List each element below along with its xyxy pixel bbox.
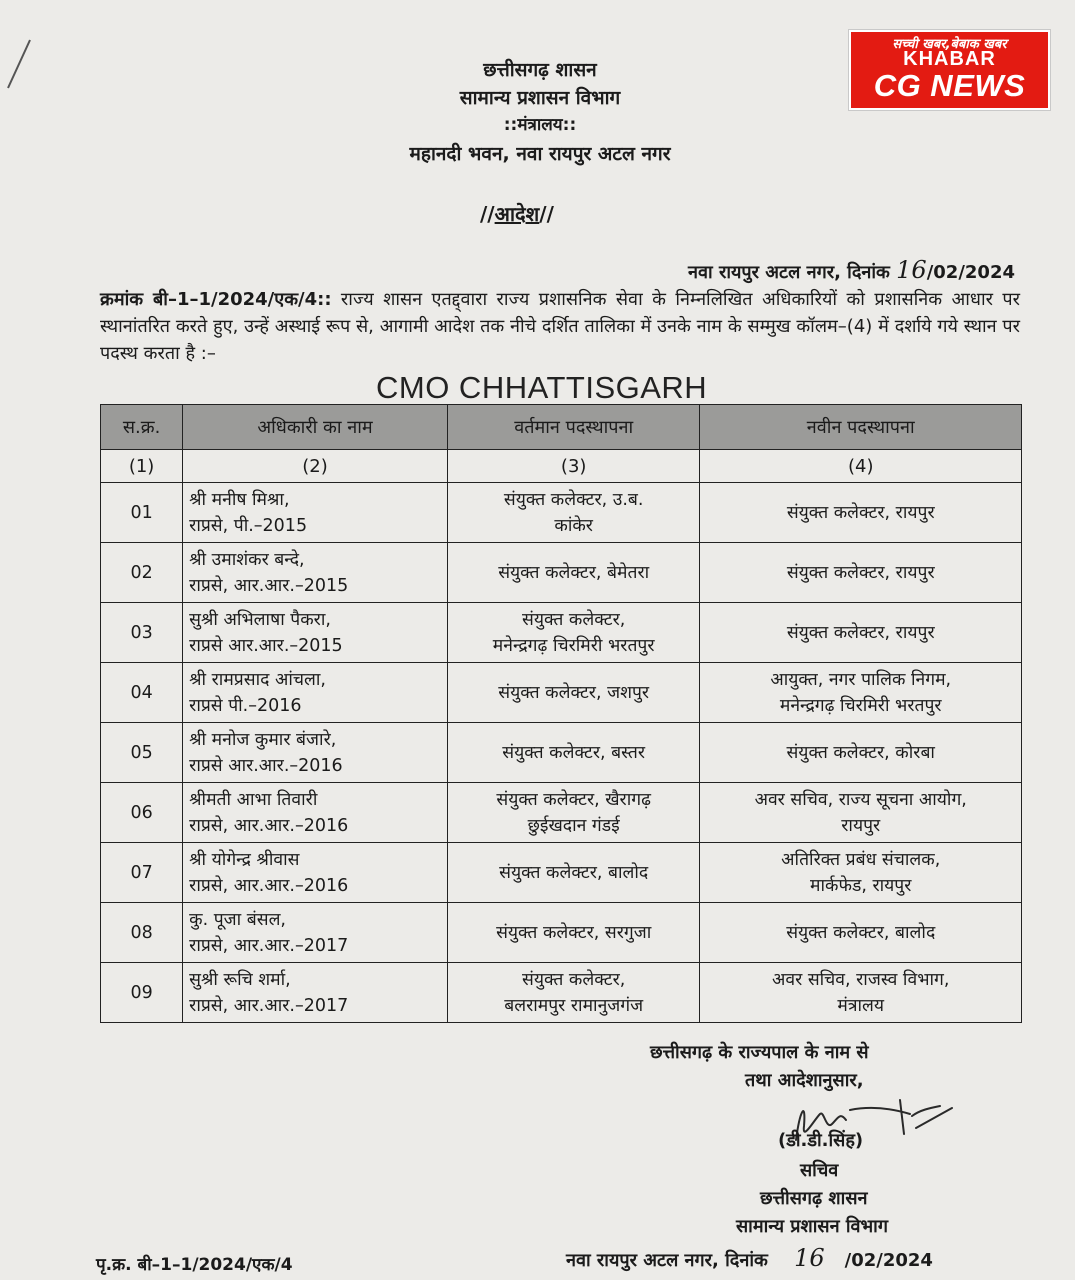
current-posting-cell-line: संयुक्त कलेक्टर, बेमेतरा bbox=[498, 562, 650, 583]
header-current-posting: वर्तमान पदस्थापना bbox=[447, 405, 700, 450]
current-posting-cell-line: संयुक्त कलेक्टर, बस्तर bbox=[502, 742, 646, 763]
new-posting-cell-line: संयुक्त कलेक्टर, रायपुर bbox=[786, 622, 935, 643]
officer-name-cell-line: राप्रसे पी.–2016 bbox=[189, 695, 302, 716]
new-posting-cell-line: संयुक्त कलेक्टर, रायपुर bbox=[786, 502, 935, 523]
serial-number-cell-line: 06 bbox=[130, 802, 153, 823]
new-posting-cell bbox=[700, 783, 1022, 843]
officer-name-cell bbox=[183, 963, 448, 1023]
pen-mark bbox=[0, 36, 40, 96]
current-posting-cell bbox=[447, 843, 700, 903]
header-officer-name: अधिकारी का नाम bbox=[183, 405, 448, 450]
current-posting-cell bbox=[447, 543, 700, 603]
column-number: (1) bbox=[101, 450, 183, 483]
serial-number-cell bbox=[101, 903, 183, 963]
logo-name-bottom: CG NEWS bbox=[873, 68, 1026, 103]
serial-number-cell-line: 02 bbox=[130, 562, 153, 583]
signatory-org2: सामान्य प्रशासन विभाग bbox=[736, 1216, 888, 1237]
order-title bbox=[480, 200, 554, 227]
signatory-org1: छत्तीसगढ़ शासन bbox=[760, 1188, 868, 1209]
new-posting-cell-line: संयुक्त कलेक्टर, कोरबा bbox=[786, 742, 935, 763]
officer-name-cell bbox=[183, 543, 448, 603]
current-posting-cell-line: संयुक्त कलेक्टर, bbox=[522, 609, 626, 630]
officer-name-cell bbox=[183, 483, 448, 543]
serial-number-cell-line: 07 bbox=[130, 862, 153, 883]
current-posting-cell-line: संयुक्त कलेक्टर, खैरागढ़ bbox=[496, 789, 651, 810]
new-posting-cell-line: संयुक्त कलेक्टर, रायपुर bbox=[786, 562, 935, 583]
new-posting-cell bbox=[700, 543, 1022, 603]
footer-date-day-handwritten: 16 bbox=[794, 1244, 825, 1272]
header-department: सामान्य प्रशासन विभाग bbox=[459, 87, 621, 109]
serial-number-cell bbox=[101, 543, 183, 603]
table-row bbox=[101, 843, 1022, 903]
signatory-designation: सचिव bbox=[800, 1160, 839, 1181]
table-row bbox=[101, 543, 1022, 603]
serial-number-cell bbox=[101, 603, 183, 663]
new-posting-cell-line: मनेन्द्रगढ़ चिरमिरी भरतपुर bbox=[779, 695, 942, 716]
header-government: छत्तीसगढ़ शासन bbox=[483, 59, 597, 81]
current-posting-cell-line: संयुक्त कलेक्टर, जशपुर bbox=[498, 682, 650, 703]
current-posting-cell-line: कांकेर bbox=[554, 515, 593, 536]
table-header-row bbox=[101, 405, 1022, 450]
officer-name-cell-line: राप्रसे, आर.आर.–2017 bbox=[189, 935, 349, 956]
officer-name-cell-line: श्री योगेन्द्र श्रीवास bbox=[189, 849, 300, 870]
new-posting-cell-line: रायपुर bbox=[841, 815, 881, 836]
officer-name-cell-line: राप्रसे आर.आर.–2016 bbox=[189, 755, 343, 776]
serial-number-cell bbox=[101, 663, 183, 723]
officer-name-cell-line: कु. पूजा बंसल, bbox=[189, 909, 286, 930]
officer-name-cell-line: सुश्री अभिलाषा पैकरा, bbox=[189, 609, 331, 630]
new-posting-cell bbox=[700, 963, 1022, 1023]
officer-name-cell-line: राप्रसे, आर.आर.–2016 bbox=[189, 815, 349, 836]
table-row bbox=[101, 483, 1022, 543]
order-body: राज्य शासन एतद्द्वारा राज्य प्रशासनिक सेवा के निम्नलिखित अधिकारियों को प्रशासनिक आधार पर स्थानांतरित करते हुए, उन्हें अस्थाई रूप से, आगामी आदेश तक नीचे दर्शित तालिका में उनके नाम के सम्मुख कॉलम–(4) में दर्शाये गये स्थान पर पदस्थ करता है :– bbox=[100, 289, 1020, 364]
signatory-name: (डी.डी.सिंह) bbox=[778, 1130, 864, 1151]
serial-number-cell bbox=[101, 783, 183, 843]
header-address: महानदी भवन, नवा रायपुर अटल नगर bbox=[409, 143, 671, 165]
serial-number-cell bbox=[101, 843, 183, 903]
transfer-table bbox=[100, 404, 1022, 1023]
officer-name-cell-line: राप्रसे, पी.–2015 bbox=[189, 515, 308, 536]
header-serial: स.क्र. bbox=[101, 405, 183, 450]
serial-number-cell-line: 01 bbox=[130, 502, 153, 523]
column-number-row bbox=[101, 450, 1022, 483]
footer-date bbox=[566, 1244, 933, 1272]
order-line: तथा आदेशानुसार, bbox=[745, 1070, 864, 1091]
logo-tagline: सच्ची खबर,बेबाक खबर bbox=[892, 37, 1007, 52]
officer-name-cell bbox=[183, 843, 448, 903]
current-posting-cell bbox=[447, 483, 700, 543]
new-posting-cell bbox=[700, 723, 1022, 783]
current-posting-cell bbox=[447, 903, 700, 963]
current-posting-cell-line: संयुक्त कलेक्टर, bbox=[522, 969, 626, 990]
title-suffix: // bbox=[539, 202, 554, 226]
governor-line: छत्तीसगढ़ के राज्यपाल के नाम से bbox=[650, 1042, 869, 1063]
order-paragraph bbox=[100, 286, 1020, 367]
date-label: नवा रायपुर अटल नगर, दिनांक bbox=[688, 262, 890, 283]
officer-name-cell-line: श्री मनोज कुमार बंजारे, bbox=[189, 729, 337, 750]
serial-number-cell-line: 09 bbox=[130, 982, 153, 1003]
current-posting-cell-line: संयुक्त कलेक्टर, उ.ब. bbox=[503, 489, 644, 510]
news-logo bbox=[849, 30, 1050, 110]
serial-number-cell bbox=[101, 723, 183, 783]
watermark: CMO CHHATTISGARH bbox=[376, 370, 708, 405]
column-number: (4) bbox=[700, 450, 1022, 483]
footer-reference: पृ.क्र. बी–1–1/2024/एक/4 bbox=[96, 1255, 293, 1275]
date-rest: /02/2024 bbox=[926, 262, 1015, 283]
officer-name-cell bbox=[183, 903, 448, 963]
order-reference: क्रमांक बी–1–1/2024/एक/4:: bbox=[100, 289, 332, 310]
header-ministry: ::मंत्रालय:: bbox=[503, 115, 577, 135]
column-number: (3) bbox=[447, 450, 700, 483]
officer-name-cell-line: राप्रसे, आर.आर.–2016 bbox=[189, 875, 349, 896]
new-posting-cell-line: अवर सचिव, राजस्व विभाग, bbox=[772, 969, 950, 990]
officer-name-cell bbox=[183, 723, 448, 783]
officer-name-cell bbox=[183, 603, 448, 663]
current-posting-cell bbox=[447, 663, 700, 723]
serial-number-cell bbox=[101, 963, 183, 1023]
table-row bbox=[101, 603, 1022, 663]
officer-name-cell-line: राप्रसे, आर.आर.–2015 bbox=[189, 575, 349, 596]
officer-name-cell bbox=[183, 663, 448, 723]
table-row bbox=[101, 663, 1022, 723]
new-posting-cell-line: आयुक्त, नगर पालिक निगम, bbox=[770, 669, 952, 690]
table-row bbox=[101, 783, 1022, 843]
serial-number-cell-line: 04 bbox=[130, 682, 153, 703]
officer-name-cell-line: श्रीमती आभा तिवारी bbox=[189, 789, 318, 810]
footer-date-rest: /02/2024 bbox=[844, 1250, 933, 1271]
current-posting-cell bbox=[447, 963, 700, 1023]
current-posting-cell-line: बलरामपुर रामानुजगंज bbox=[504, 995, 644, 1016]
new-posting-cell-line: मार्कफेड, रायपुर bbox=[810, 875, 912, 896]
current-posting-cell-line: छुईखदान गंडई bbox=[527, 815, 620, 836]
officer-name-cell bbox=[183, 783, 448, 843]
new-posting-cell-line: संयुक्त कलेक्टर, बालोद bbox=[786, 922, 936, 943]
current-posting-cell bbox=[447, 783, 700, 843]
current-posting-cell bbox=[447, 603, 700, 663]
new-posting-cell bbox=[700, 663, 1022, 723]
serial-number-cell bbox=[101, 483, 183, 543]
officer-name-cell-line: सुश्री रूचि शर्मा, bbox=[189, 969, 291, 990]
new-posting-cell-line: मंत्रालय bbox=[837, 995, 885, 1016]
serial-number-cell-line: 08 bbox=[130, 922, 153, 943]
current-posting-cell-line: मनेन्द्रगढ़ चिरमिरी भरतपुर bbox=[492, 635, 655, 656]
header-new-posting: नवीन पदस्थापना bbox=[700, 405, 1022, 450]
table-row bbox=[101, 723, 1022, 783]
current-posting-cell bbox=[447, 723, 700, 783]
new-posting-cell bbox=[700, 603, 1022, 663]
new-posting-cell-line: अतिरिक्त प्रबंध संचालक, bbox=[781, 849, 941, 870]
officer-name-cell-line: राप्रसे, आर.आर.–2017 bbox=[189, 995, 349, 1016]
title-text: आदेश bbox=[494, 202, 540, 226]
footer-date-label: नवा रायपुर अटल नगर, दिनांक bbox=[566, 1250, 768, 1271]
table-row bbox=[101, 903, 1022, 963]
logo-name-top: KHABAR bbox=[903, 48, 996, 70]
order-date bbox=[688, 256, 1015, 284]
new-posting-cell bbox=[700, 903, 1022, 963]
officer-name-cell-line: श्री उमाशंकर बन्दे, bbox=[189, 549, 305, 570]
date-day-handwritten: 16 bbox=[896, 256, 927, 284]
serial-number-cell-line: 05 bbox=[130, 742, 153, 763]
column-number: (2) bbox=[183, 450, 448, 483]
officer-name-cell-line: श्री मनीष मिश्रा, bbox=[189, 489, 290, 510]
table-row bbox=[101, 963, 1022, 1023]
officer-name-cell-line: राप्रसे आर.आर.–2015 bbox=[189, 635, 343, 656]
current-posting-cell-line: संयुक्त कलेक्टर, बालोद bbox=[499, 862, 649, 883]
new-posting-cell-line: अवर सचिव, राज्य सूचना आयोग, bbox=[754, 789, 967, 810]
new-posting-cell bbox=[700, 843, 1022, 903]
new-posting-cell bbox=[700, 483, 1022, 543]
officer-name-cell-line: श्री रामप्रसाद आंचला, bbox=[189, 669, 326, 690]
current-posting-cell-line: संयुक्त कलेक्टर, सरगुजा bbox=[496, 922, 652, 943]
title-prefix: // bbox=[480, 202, 495, 226]
serial-number-cell-line: 03 bbox=[130, 622, 153, 643]
